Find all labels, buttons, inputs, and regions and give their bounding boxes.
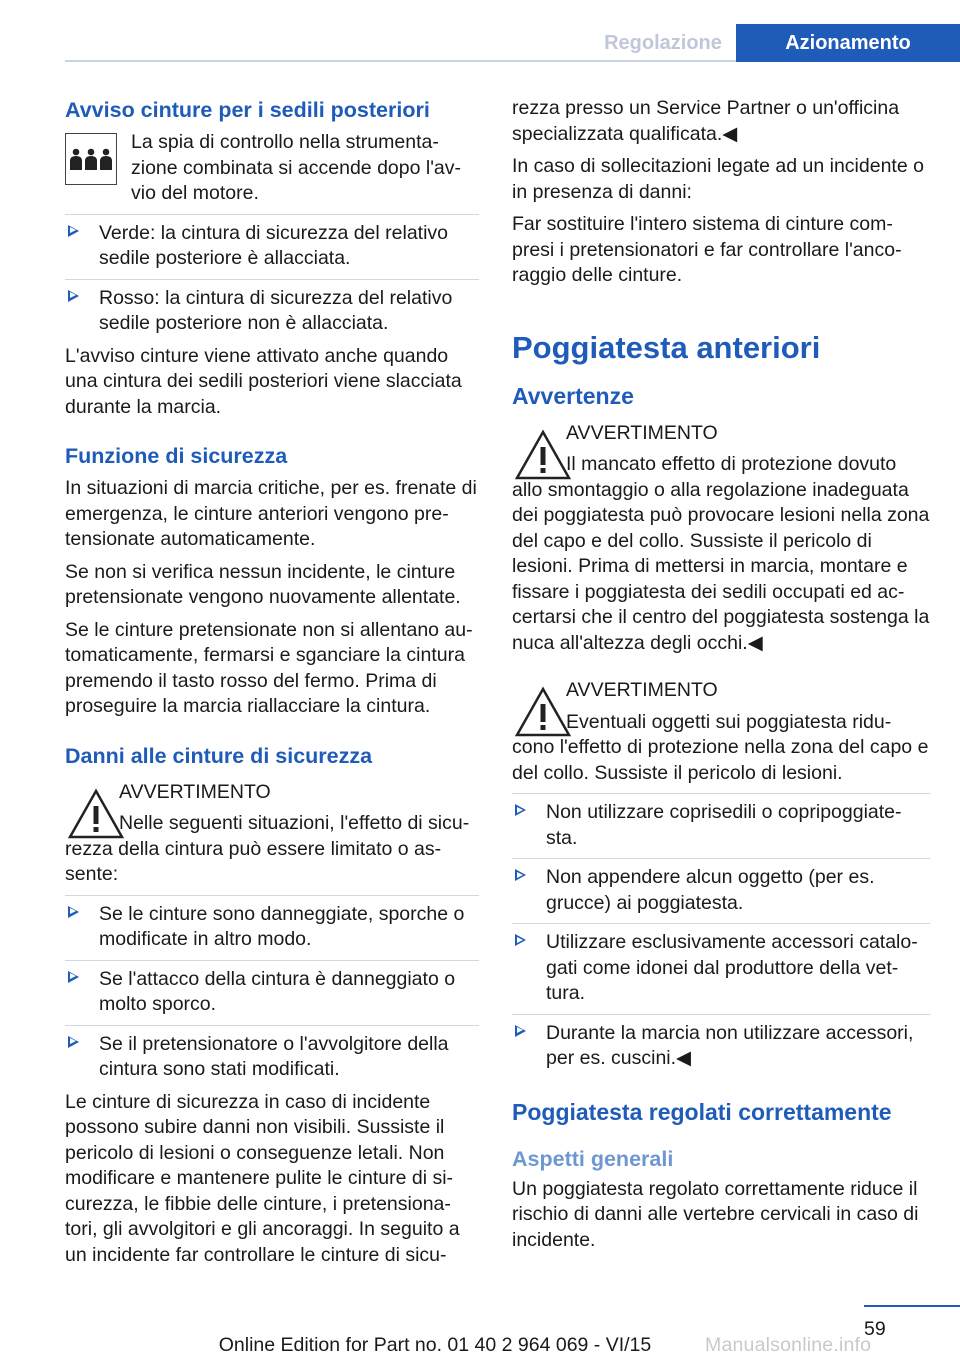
warning-text: Eventuali oggetti sui poggiatesta ridu-cono l'effetto di protezione nella zona del capo e del collo. Sussiste il pericolo di lesioni. — [512, 710, 929, 784]
list-item: Se il pretensionatore o l'avvolgitore della cintura sono stati modificati. — [65, 1026, 479, 1090]
warning-block — [65, 780, 479, 888]
heading-aspetti-generali: Aspetti generali — [512, 1146, 674, 1171]
heading-avvertenze: Avvertenze — [512, 382, 634, 409]
list-item: Non appendere alcun oggetto (per es. grucce) ai poggiatesta. — [512, 859, 930, 924]
warning-triangle-icon — [512, 682, 574, 744]
warning-block — [512, 421, 930, 657]
funzione-paragraph-3: Se le cinture pretensionate non si allentano au-tomaticamente, fermarsi e sganciare la cintura premendo il tasto rosso del fermo. Prima di proseguire la marcia riallacciare la cintura. — [65, 618, 473, 717]
warning-triangle-icon — [512, 425, 574, 487]
spia-list — [65, 214, 479, 344]
page-number: 59 — [864, 1318, 886, 1340]
triangle-bullet-icon — [68, 906, 79, 918]
continuation-paragraph: rezza presso un Service Partner o un'officina specializzata qualificata.◀ — [512, 97, 900, 145]
heading-avviso-cinture: Avviso cinture per i sedili posteriori — [65, 98, 430, 122]
list-item: Se le cinture sono danneggiate, sporche o modificate in altro modo. — [65, 895, 479, 961]
list-item: Rosso: la cintura di sicurezza del relativo sedile posteriore non è allacciata. — [65, 280, 479, 344]
heading-poggiatesta-regolati: Poggiatesta regolati correttamente — [512, 1098, 892, 1125]
poggiatesta-list — [512, 793, 930, 1079]
warning-title: AVVERTIMENTO — [119, 780, 271, 803]
warning-text: Nelle seguenti situazioni, l'effetto di sicu-rezza della cintura può essere limitato o as-sente: — [65, 812, 470, 885]
list-item: Se l'attacco della cintura è danneggiato o molto sporco. — [65, 961, 479, 1026]
watermark: Manualsonline.info — [705, 1334, 872, 1356]
spia-paragraph — [65, 130, 479, 214]
right-column — [512, 96, 930, 1260]
sostituire-paragraph: Far sostituire l'intero sistema di cinture com-presi i pretensionatori e far controllare l'anco-raggio delle cinture. — [512, 213, 902, 286]
triangle-bullet-icon — [515, 804, 526, 816]
warning-triangle-icon — [65, 784, 127, 846]
list-item: Verde: la cintura di sicurezza del relativo sedile posteriore è allacciata. — [65, 214, 479, 280]
header-tab-regolazione[interactable]: Regolazione — [604, 32, 722, 54]
triangle-bullet-icon — [68, 971, 79, 983]
list-item: Utilizzare esclusivamente accessori catalo-gati come idonei dal produttore della vet-tura. — [512, 924, 930, 1015]
triangle-bullet-icon — [515, 934, 526, 946]
heading-danni-cinture: Danni alle cinture di sicurezza — [65, 743, 373, 768]
danni-paragraph: Le cinture di sicurezza in caso di incidente possono subire danni non visibili. Sussiste il pericolo di lesioni o conseguenze letali. Non modificare e mantenere pulite le cinture di si-curezza, le fibbie delle cinture, i pretensiona-tori, gli avvolgitori e gli ancoraggi. In seguito a un incidente far controllare le cinture di sicu- — [65, 1090, 460, 1266]
aspetti-paragraph: Un poggiatesta regolato correttamente riduce il rischio di danni alle vertebre cervicali in caso di incidente. — [512, 1177, 919, 1251]
warning-text: Il mancato effetto di protezione dovuto allo smontaggio o alla regolazione inadeguata dei poggiatesta può provocare lesioni nella zona del capo e del collo. Sussiste il pericolo di lesioni. Prima di mettersi in marcia, montare e fissare i poggiatesta dei sedili occupati ed ac-certarsi che il centro del poggiatesta sostenga la nuca all'altezza degli occhi.◀ — [512, 453, 930, 654]
warning-title: AVVERTIMENTO — [566, 421, 718, 444]
header-tab-azionamento[interactable]: Azionamento — [736, 24, 960, 62]
left-column — [65, 96, 479, 1275]
edition-text: Online Edition for Part no. 01 40 2 964 069 - VI/15 — [218, 1334, 652, 1356]
triangle-bullet-icon — [68, 225, 79, 237]
heading-funzione-sicurezza: Funzione di sicurezza — [65, 444, 288, 468]
triangle-bullet-icon — [68, 1036, 79, 1048]
avviso-paragraph: L'avviso cinture viene attivato anche quando una cintura dei sedili posteriori viene slacciata durante la marcia. — [65, 344, 462, 418]
list-item: Non utilizzare coprisedili o copripoggiate-sta. — [512, 793, 930, 859]
funzione-paragraph-2: Se non si verifica nessun incidente, le cinture pretensionate vengono nuovamente allentate. — [65, 560, 461, 608]
warning-block — [512, 678, 930, 786]
funzione-paragraph-1: In situazioni di marcia critiche, per es. frenate di emergenza, le cinture anteriori vengono pre-tensionate automaticamente. — [65, 477, 477, 550]
warning-title: AVVERTIMENTO — [566, 679, 718, 701]
triangle-bullet-icon — [68, 290, 79, 302]
sollecitazioni-paragraph: In caso di sollecitazioni legate ad un incidente o in presenza di danni: — [512, 155, 924, 203]
rear-seatbelt-indicator-icon — [65, 133, 117, 185]
footer-rule — [864, 1305, 960, 1307]
list-item: Durante la marcia non utilizzare accessori, per es. cuscini.◀ — [512, 1015, 930, 1079]
heading-poggiatesta-anteriori: Poggiatesta anteriori — [512, 329, 821, 365]
triangle-bullet-icon — [515, 1025, 526, 1037]
triangle-bullet-icon — [515, 869, 526, 881]
danni-list — [65, 895, 479, 1090]
spia-text: La spia di controllo nella strumenta-zione combinata si accende dopo l'av-vio del motore. — [131, 131, 462, 204]
